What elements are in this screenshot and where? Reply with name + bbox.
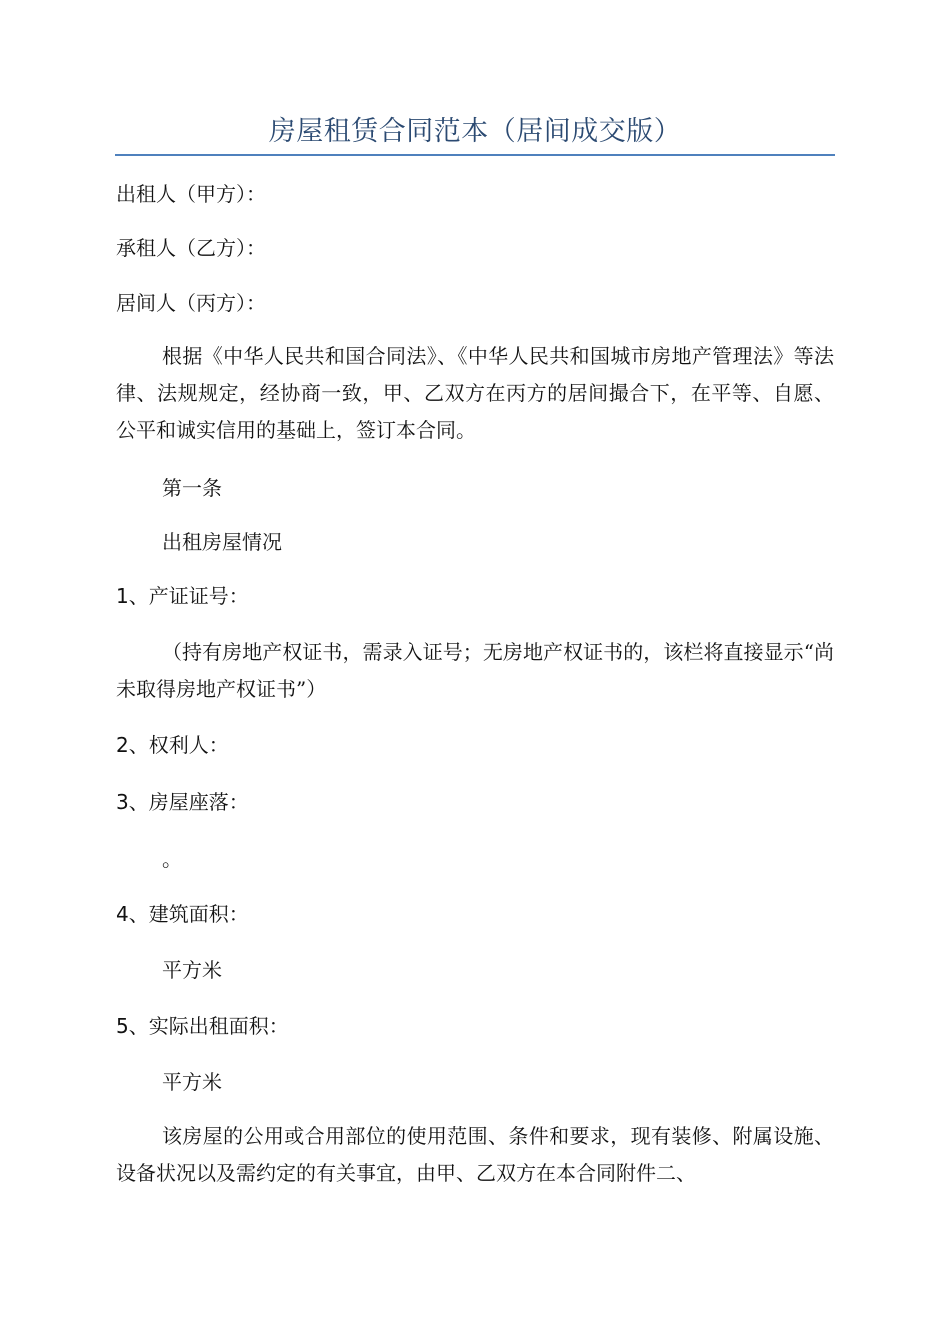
item-owner [116, 731, 834, 759]
party-lessee: 承租人（乙方）： [116, 236, 266, 260]
item-label: 、建筑面积： [128, 902, 249, 926]
item-building-area [116, 900, 834, 928]
item-label: 、实际出租面积： [128, 1014, 289, 1038]
location-value: 。 [162, 847, 182, 871]
rental-area-unit: 平方米 [162, 1070, 222, 1094]
article-number: 第一条 [162, 476, 222, 500]
item-number: 4 [116, 902, 129, 926]
article-heading: 出租房屋情况 [162, 530, 282, 554]
item-cert-number [116, 582, 834, 610]
item-label: 、产证证号： [128, 584, 249, 608]
item-number: 2 [116, 733, 129, 757]
item-label: 、权利人： [128, 733, 229, 757]
item-number: 3 [116, 790, 129, 814]
item-rental-area [116, 1012, 834, 1040]
item-number: 5 [116, 1014, 129, 1038]
item-label: 、房屋座落： [128, 790, 249, 814]
party-broker: 居间人（丙方）： [116, 291, 266, 315]
title-underline [115, 154, 835, 156]
document-title: 房屋租赁合同范本（居间成交版） [268, 116, 682, 147]
party-lessor: 出租人（甲方）： [116, 182, 266, 206]
item-number: 1 [116, 584, 129, 608]
item-location [116, 788, 834, 816]
cert-note-paragraph: （持有房地产权证书，需录入证号；无房地产权证书的，该栏将直接显示“尚未取得房地产权证书”） [116, 640, 834, 701]
building-area-unit: 平方米 [162, 958, 222, 982]
closing-paragraph: 该房屋的公用或合用部位的使用范围、条件和要求，现有装修、附属设施、设备状况以及需约定的有关事宜，由甲、乙双方在本合同附件二、 [116, 1124, 834, 1185]
preamble-paragraph: 根据《中华人民共和国合同法》、《中华人民共和国城市房地产管理法》等法律、法规规定，经协商一致，甲、乙双方在丙方的居间撮合下，在平等、自愿、公平和诚实信用的基础上，签订本合同。 [116, 344, 834, 442]
